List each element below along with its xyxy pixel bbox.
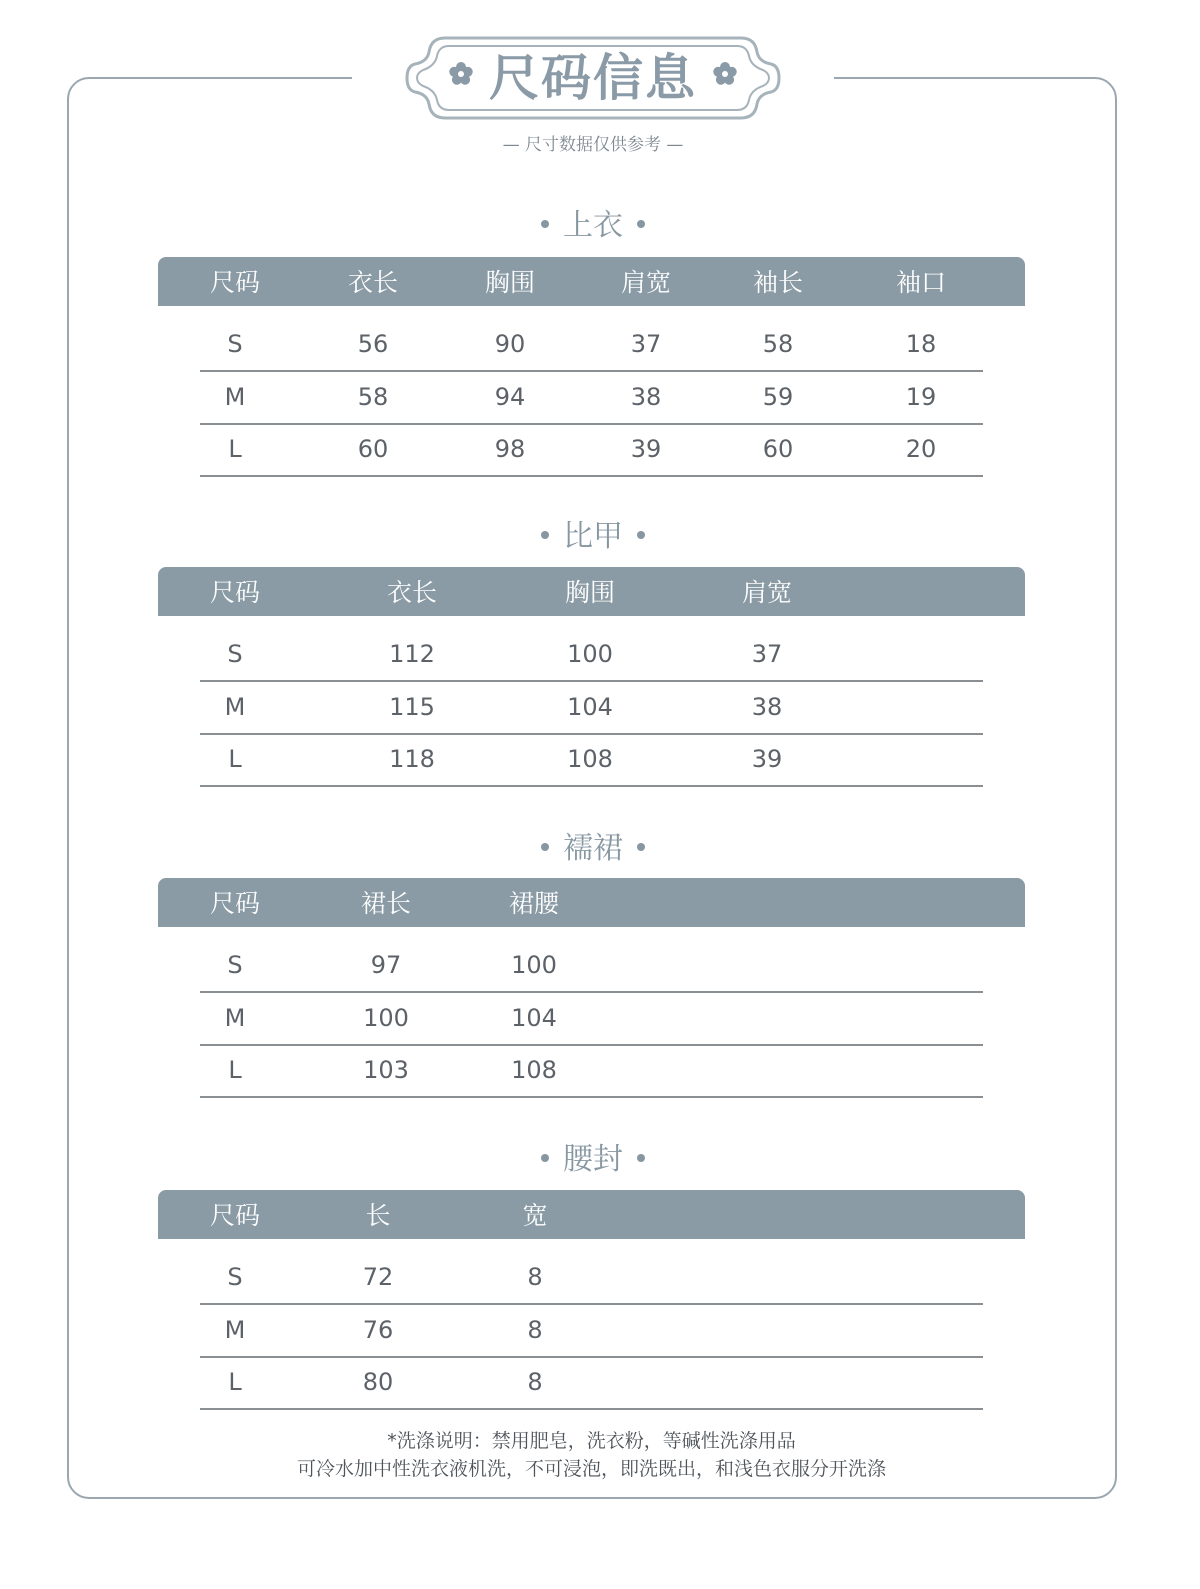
measurement-cell: 60 — [762, 435, 794, 463]
column-header: 肩宽 — [620, 268, 672, 297]
measurement-cell: 80 — [362, 1368, 394, 1396]
measurement-cell: 108 — [567, 745, 613, 773]
measurement-cell: 58 — [762, 330, 794, 358]
column-header: 袖口 — [895, 268, 947, 297]
table-header — [158, 878, 1025, 927]
section-title-text: 腰封 — [563, 1142, 623, 1177]
dot-icon — [637, 531, 645, 539]
table-row — [200, 371, 983, 425]
column-header: 肩宽 — [741, 578, 793, 607]
table-row — [200, 939, 983, 993]
size-label: L — [228, 1056, 242, 1084]
section-title-text: 襦裙 — [563, 831, 623, 866]
measurement-cell: 37 — [751, 640, 783, 668]
measurement-cell: 100 — [567, 640, 613, 668]
measurement-cell: 56 — [357, 330, 389, 358]
measurement-cell: 8 — [527, 1316, 543, 1344]
table-row — [200, 992, 983, 1046]
section-title — [450, 200, 736, 244]
measurement-cell: 100 — [363, 1004, 409, 1032]
table-row — [200, 1044, 983, 1098]
measurement-cell: 112 — [389, 640, 435, 668]
measurement-cell: 38 — [751, 693, 783, 721]
column-header: 裙腰 — [508, 889, 560, 918]
measurement-cell: 108 — [511, 1056, 557, 1084]
section-title — [450, 511, 736, 555]
table-row — [200, 733, 983, 787]
column-header: 尺码 — [209, 578, 261, 607]
measurement-cell: 39 — [751, 745, 783, 773]
column-header: 尺码 — [209, 1201, 261, 1230]
care-note-line-1: *洗涤说明：禁用肥皂，洗衣粉，等碱性洗涤用品 — [387, 1430, 796, 1452]
dot-icon — [541, 531, 549, 539]
measurement-cell: 115 — [389, 693, 435, 721]
measurement-cell: 18 — [905, 330, 937, 358]
section-title — [450, 1134, 736, 1178]
section-title — [450, 823, 736, 867]
measurement-cell: 100 — [511, 951, 557, 979]
size-label: L — [228, 1368, 242, 1396]
measurement-cell: 97 — [370, 951, 402, 979]
column-header: 胸围 — [564, 578, 616, 607]
care-note-line-2: 可冷水加中性洗衣液机洗，不可浸泡，即洗既出，和浅色衣服分开洗涤 — [296, 1458, 886, 1480]
size-label: S — [227, 1263, 243, 1291]
size-label: S — [227, 330, 243, 358]
size-label: M — [224, 1004, 246, 1032]
size-label: M — [224, 1316, 246, 1344]
measurement-cell: 72 — [362, 1263, 394, 1291]
table-row — [200, 628, 983, 682]
measurement-cell: 8 — [527, 1368, 543, 1396]
table-row — [200, 1251, 983, 1305]
measurement-cell: 98 — [494, 435, 526, 463]
measurement-cell: 38 — [630, 383, 662, 411]
dot-icon — [637, 220, 645, 228]
column-header: 宽 — [522, 1201, 548, 1230]
table-row — [200, 423, 983, 477]
table-header — [158, 1190, 1025, 1239]
table-row — [200, 681, 983, 735]
column-header: 衣长 — [386, 578, 438, 607]
column-header: 袖长 — [752, 268, 804, 297]
size-label: S — [227, 640, 243, 668]
measurement-cell: 37 — [630, 330, 662, 358]
section-title-text: 比甲 — [563, 519, 623, 554]
table-header — [158, 257, 1025, 306]
measurement-cell: 104 — [567, 693, 613, 721]
dot-icon — [637, 843, 645, 851]
measurement-cell: 59 — [762, 383, 794, 411]
measurement-cell: 94 — [494, 383, 526, 411]
table-row — [200, 318, 983, 372]
measurement-cell: 60 — [357, 435, 389, 463]
measurement-cell: 8 — [527, 1263, 543, 1291]
measurement-cell: 90 — [494, 330, 526, 358]
size-label: M — [224, 693, 246, 721]
size-label: L — [228, 745, 242, 773]
measurement-cell: 104 — [511, 1004, 557, 1032]
column-header: 裙长 — [360, 889, 412, 918]
table-header — [158, 567, 1025, 616]
measurement-cell: 20 — [905, 435, 937, 463]
dot-icon — [637, 1154, 645, 1162]
title-badge — [405, 30, 781, 126]
size-label: M — [224, 383, 246, 411]
size-label: S — [227, 951, 243, 979]
size-label: L — [228, 435, 242, 463]
dot-icon — [541, 1154, 549, 1162]
measurement-cell: 19 — [905, 383, 937, 411]
section-title-text: 上衣 — [563, 208, 623, 243]
page-subtitle: — 尺寸数据仅供参考 — — [502, 135, 684, 155]
measurement-cell: 118 — [389, 745, 435, 773]
column-header: 尺码 — [209, 889, 261, 918]
dot-icon — [541, 843, 549, 851]
measurement-cell: 39 — [630, 435, 662, 463]
table-row — [200, 1304, 983, 1358]
table-row — [200, 1356, 983, 1410]
column-header: 长 — [365, 1201, 391, 1230]
measurement-cell: 58 — [357, 383, 389, 411]
measurement-cell: 103 — [363, 1056, 409, 1084]
dot-icon — [541, 220, 549, 228]
column-header: 胸围 — [484, 268, 536, 297]
page-title: 尺码信息 — [489, 48, 697, 107]
column-header: 尺码 — [209, 268, 261, 297]
measurement-cell: 76 — [362, 1316, 394, 1344]
column-header: 衣长 — [347, 268, 399, 297]
